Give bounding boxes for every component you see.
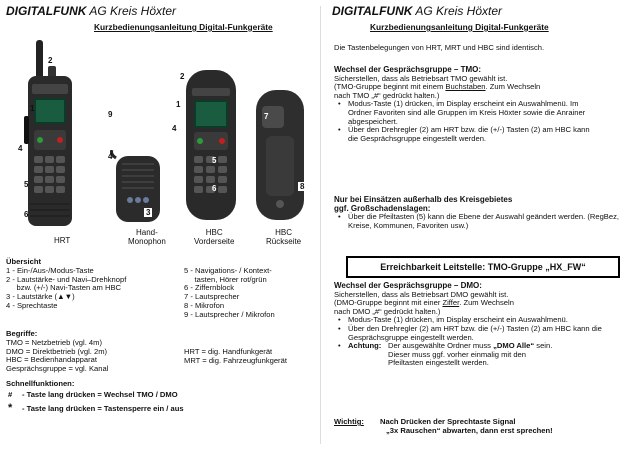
einsatz-heading-1: Nur bei Einsätzen außerhalb des Kreisgebietes [334,195,513,204]
header-brand: DIGITALFUNK [6,4,87,18]
page-divider [320,6,321,444]
hash-symbol: # [8,390,13,399]
dmo-heading: Wechsel der Gesprächsgruppe – DMO: [334,281,482,290]
overview-item: 7 - Lautsprecher [184,292,240,302]
dmo-section [334,282,640,368]
overview-item: 8 - Mikrofon [184,300,225,310]
hand-caption-line1: Hand- [136,228,158,237]
hbc-front-image [180,66,242,226]
overview-item: 2 - Lautstärke- und Navi–Drehknopf [6,274,127,284]
important-section [334,418,640,435]
page-title-right: Kurzbedienungsanleitung Digital-Funkgeräte [370,22,549,32]
callout-4: 4 [18,144,23,153]
hbc-back-caption-line2: Rückseite [266,237,302,246]
term-item: MRT = dig. Fahrzeugfunkgerät [184,355,287,365]
einsatz-bullet-1: • Über die Pfeiltasten (5) kann die Ebene der Auswahl geändert werden. (RegBez, Kreise, Kommunen, Favoriten usw.) [334,213,628,230]
callout-4b: 4 [108,152,113,161]
overview-title: Übersicht [6,257,42,266]
hbc-front-caption-line1: HBC [205,228,223,237]
callout-2b: 2 [180,72,185,81]
hrt-radio-image [16,36,88,236]
term-item: TMO = Netzbetrieb (vgl. 4m) [6,338,103,347]
callout-5: 5 [24,180,29,189]
einsatz-heading-2: ggf. Großschadenslagen: [334,203,431,213]
dmo-p2b: . Zum Wechseln [459,298,514,308]
hand-monophon-image [110,150,166,226]
quick-text-2: - Taste lang drücken = Tastensperre ein / aus [22,404,184,413]
hbc-front-caption [194,228,234,246]
quick-line-2 [8,404,184,414]
dmo-warning-line3: Pfeiltasten eingestellt werden. [388,358,489,368]
callout-2: 2 [48,56,53,65]
dmo-warning-c: sein. [534,341,553,351]
dmo-warning-b: „DMO Alle“ [493,341,535,351]
term-item: DMO = Direktbetrieb (vgl. 2m) [6,346,108,356]
callout-6b: 6 [212,184,217,193]
tmo-heading: Wechsel der Gesprächsgruppe – TMO: [334,65,482,74]
callout-1: 1 [30,104,35,113]
dmo-warning-a: Der ausgewählte Ordner muss [388,341,494,351]
dmo-p1: Sicherstellen, dass als Betriebsart DMO gewählt ist. [334,289,509,299]
tmo-p2a: (TMO-Gruppe beginnt mit einem [334,82,446,92]
hbc-back-image [252,86,308,226]
overview-item: 6 - Ziffernblock [184,283,235,293]
overview-item: bzw. (+/-) Navi-Tasten am HBC [6,283,121,293]
header [6,4,176,18]
dmo-bullet-2: • Über den Drehregler (2) am HRT bzw. die (+/-) Tasten (2) am HBC kann die Gesprächsgruppe eingestellt werden. [334,325,608,342]
tmo-bullet-1: • Modus-Taste (1) drücken, im Display erscheint ein Auswahlmenü. Im Ordner Favoriten sind alle Gruppen im Kreis Höxter sowie die Anrainer abgespeichert. [334,100,598,126]
page-title: Kurzbedienungsanleitung Digital-Funkgeräte [94,22,273,32]
header-right [332,4,502,18]
star-symbol: * [8,402,13,414]
overview-item: 1 - Ein-/Aus-/Modus-Taste [6,266,94,275]
overview-item: tasten, Hörer rot/grün [184,274,267,284]
quick-heading [6,380,74,389]
tmo-p2b: . Zum Wechseln [485,82,541,92]
header-rest-right: AG Kreis Höxter [412,4,503,18]
tmo-bullet-2: • Über den Drehregler (2) am HRT bzw. die (+/-) Tasten (2) am HBC kann die Gesprächsgruppe eingestellt werden. [334,126,598,143]
left-page [0,0,316,450]
quick-line-1 [8,391,178,400]
hbc-back-caption [266,228,301,246]
dmo-p3: nach DMO „#“ gedrückt halten.) [334,306,441,316]
dmo-warning-line2: Dieser muss ggf. vorher einmalig mit den [388,349,527,359]
important-line-1: Nach Drücken der Sprechtaste Signal [380,417,516,426]
callout-9: 9 [108,110,113,119]
terms-title: Begriffe: [6,329,38,338]
terms-col2 [184,348,287,365]
dmo-bullet-3 [334,342,640,368]
hbc-front-caption-line2: Vorderseite [194,237,235,246]
terms-col1 [6,339,108,374]
hand-monophon-caption [128,228,166,246]
overview-item: 3 - Lautstärke (▲▼) [6,292,75,302]
callout-8: 8 [300,182,305,191]
important-label: Wichtig: [334,417,364,426]
term-item: HBC = Bedienhandapparat [6,355,97,365]
leitstelle-box: Erreichbarkeit Leitstelle: TMO-Gruppe „HX_FW“ [346,256,620,278]
overview-col2 [184,267,275,319]
tmo-section [334,66,640,143]
dmo-bullet-1: • Modus-Taste (1) drücken, im Display erscheint ein Auswahlmenü. [334,316,598,325]
hbc-back-caption-line1: HBC [275,228,292,237]
important-line-2: „3x Rauschen“ abwarten, dann erst sprechen! [386,425,553,435]
quick-title: Schnellfunktionen: [6,379,75,388]
term-item: Gesprächsgruppe = vgl. Kanal [6,364,109,374]
einsatz-section [334,196,640,230]
overview-item: 9 - Lautsprecher / Mikrofon [184,309,275,319]
tmo-p2u: Buchstaben [445,82,486,92]
intro-text: Die Tastenbelegungen von HRT, MRT und HBC sind identisch. [334,43,545,52]
tmo-p1: Sicherstellen, dass als Betriebsart TMO gewählt ist. [334,73,508,83]
overview-col1 [6,267,126,311]
callout-6: 6 [24,210,29,219]
tmo-p3: nach TMO „#“ gedrückt halten.) [334,90,440,100]
right-page [326,0,642,450]
overview-item: 5 - Navigations- / Kontext- [184,266,272,275]
dmo-p2u: Ziffer [442,298,460,308]
header-rest: AG Kreis Höxter [86,4,177,18]
quick-text-1: - Taste lang drücken = Wechsel TMO / DMO [22,390,178,399]
callout-5b: 5 [212,156,217,165]
callout-7: 7 [264,112,269,121]
header-brand-right: DIGITALFUNK [332,4,413,18]
callout-1b: 1 [176,100,181,109]
hrt-caption: HRT [54,236,71,245]
dmo-p2a: (DMO-Gruppe beginnt mit einer [334,298,443,308]
callout-3: 3 [146,208,151,217]
callout-4c: 4 [172,124,177,133]
overview-item: 4 - Sprechtaste [6,300,58,310]
hand-caption-line2: Monophon [128,237,166,246]
dmo-warning-label: Achtung: [348,341,382,351]
term-item: HRT = dig. Handfunkgerät [184,347,273,356]
